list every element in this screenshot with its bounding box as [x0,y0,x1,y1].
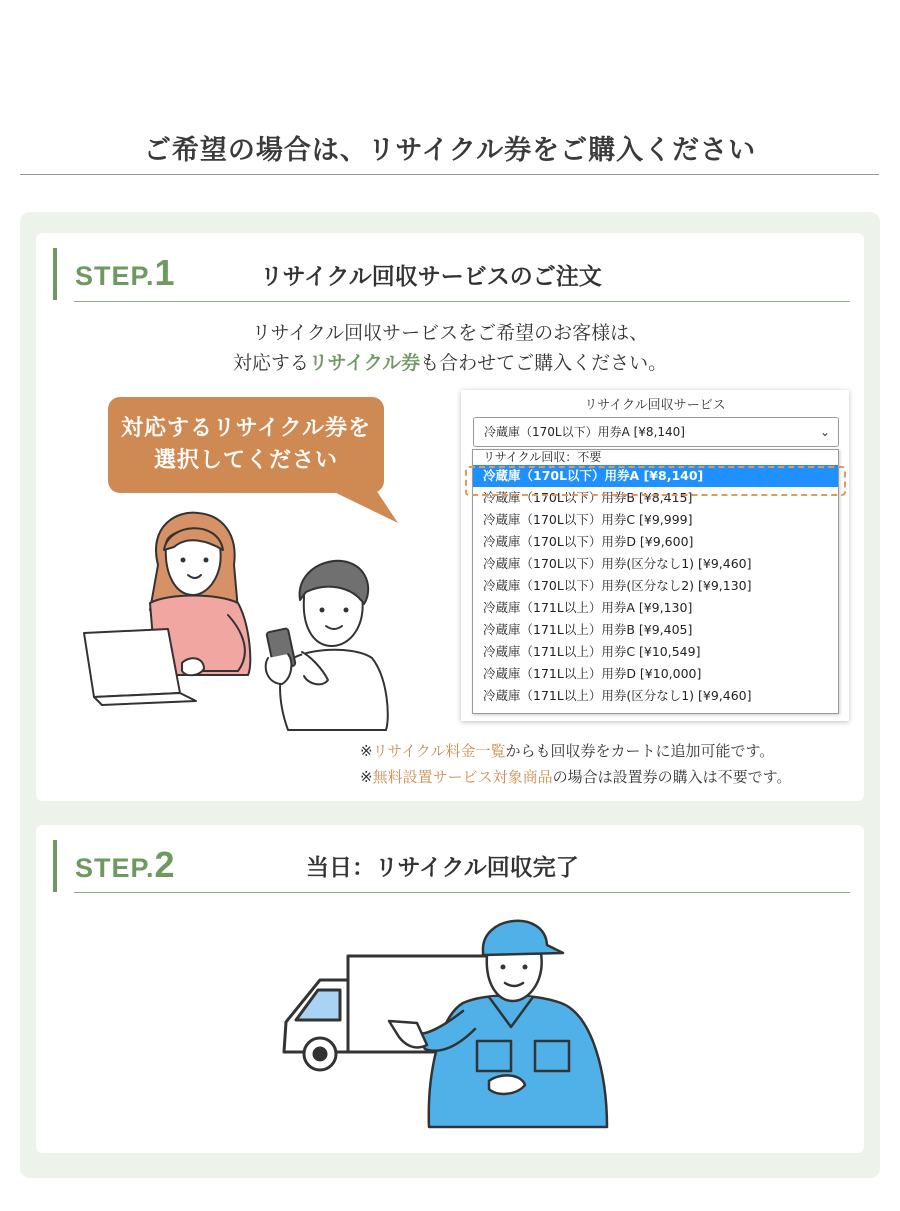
bubble-tail [330,490,402,526]
note-recycle-price-list [360,740,774,761]
step2-label [75,844,176,886]
chevron-down-icon: ⌄ [819,425,830,439]
man-phone-illustration [262,548,397,733]
recycle-service-select[interactable] [473,417,839,447]
step1-heading: リサイクル回収サービスのご注文 [260,264,602,290]
intro-text-pre: 対応する [232,352,309,374]
select-current-value: 冷蔵庫（170L以下）用券A [¥8,140] [484,425,685,439]
recycle-price-list-link[interactable]: リサイクル料金一覧 [372,742,506,760]
step2-heading: 当日：リサイクル回収完了 [306,855,579,881]
selected-option-highlight [465,466,846,496]
dropdown-option[interactable]: 冷蔵庫（171L以上）用券D [¥10,000] [483,666,702,681]
dropdown-option[interactable]: 冷蔵庫（171L以上）用券A [¥9,130] [483,600,693,615]
intro-text-post: も合わせてご購入ください。 [420,352,668,374]
step2-number: 2 [154,844,176,885]
dropdown-option[interactable]: 冷蔵庫（170L以下）用券B [¥8,415] [483,490,693,505]
woman-laptop-illustration [78,505,268,715]
step2-accent-bar [53,840,57,892]
note-free-installation [360,766,791,787]
step1-accent-bar [53,248,57,300]
note1-mark: ※ [360,742,373,760]
step1-word: STEP. [75,261,155,291]
step1-label [75,252,176,294]
step1-intro-line2 [36,348,864,375]
step1-number: 1 [154,252,176,293]
step1-intro-line1: リサイクル回収サービスをご希望のお客様は、 [251,322,649,344]
bubble-line1: 対応するリサイクル券を [121,416,371,441]
recycle-ticket-highlight: リサイクル券 [308,352,421,374]
dropdown-option[interactable]: 冷蔵庫（170L以下）用券D [¥9,600] [483,534,694,549]
dropdown-option-selected[interactable]: 冷蔵庫（170L以下）用券A [¥8,140] [473,465,838,487]
title-divider [20,174,879,175]
dropdown-option[interactable]: 冷蔵庫（171L以上）用券(区分なし1) [¥9,460] [483,688,752,703]
dropdown-option[interactable]: 冷蔵庫（171L以上）用券C [¥10,549] [483,644,701,659]
step2-word: STEP. [75,853,155,883]
instruction-bubble [108,397,384,493]
step1-divider [74,301,850,302]
page-title: ご希望の場合は、リサイクル券をご購入ください [143,135,757,166]
note1-text: からも回収券をカートに追加可能です。 [505,742,775,760]
note2-text: の場合は設置券の購入は不要です。 [552,768,792,786]
dropdown-option[interactable]: リサイクル回収：不要 [483,450,602,464]
dropdown-option[interactable]: 冷蔵庫（170L以下）用券(区分なし2) [¥9,130] [483,578,752,593]
bubble-line2: 選択してください [153,448,338,473]
recycle-service-label: リサイクル回収サービス [584,398,726,413]
note2-mark: ※ [360,768,373,786]
recycle-worker-illustration [385,905,615,1130]
dropdown-option[interactable]: 冷蔵庫（171L以上）用券B [¥9,405] [483,622,693,637]
free-installation-link[interactable]: 無料設置サービス対象商品 [372,768,553,786]
dropdown-option[interactable]: 冷蔵庫（170L以下）用券(区分なし1) [¥9,460] [483,556,752,571]
step2-divider [74,892,850,893]
dropdown-option[interactable]: 冷蔵庫（170L以下）用券C [¥9,999] [483,512,693,527]
